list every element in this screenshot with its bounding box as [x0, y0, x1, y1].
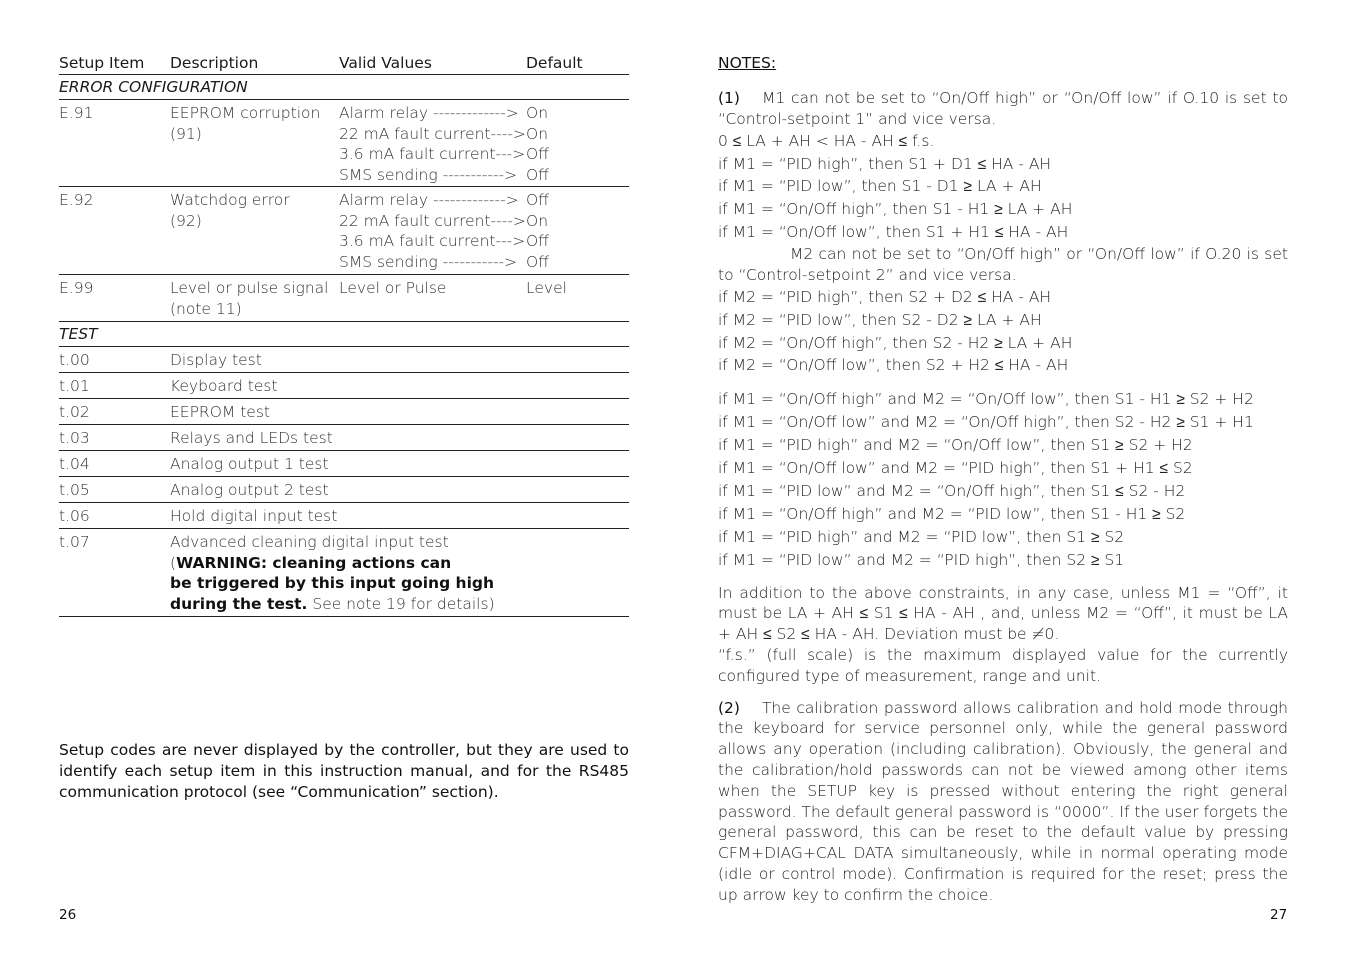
value-line: SMS sending -----------> — [339, 165, 518, 184]
note-2 — [718, 698, 1288, 906]
setup-code: t.02 — [59, 403, 90, 421]
value-line: 22 mA fault current----> — [339, 211, 526, 230]
page-number: 26 — [59, 907, 77, 923]
constraint-line: if M1 = “On/Off low” and M2 = “On/Off high”, then S2 - H2 ≥ S1 + H1 — [718, 413, 1254, 432]
constraint-line: if M1 = “PID low” and M2 = “PID high”, then S2 ≥ S1 — [718, 550, 1125, 569]
constraint-line: if M1 = “PID high” and M2 = “On/Off low”, then S1 ≥ S2 + H2 — [718, 436, 1193, 455]
notes-section — [718, 52, 1288, 906]
value-line: Alarm relay -------------> — [339, 191, 519, 209]
default-cell — [526, 103, 629, 183]
table-row — [59, 425, 629, 451]
description-cell — [170, 278, 339, 318]
constraint-line: if M1 = “On/Off high” and M2 = “On/Off low”, then S1 - H1 ≥ S2 + H2 — [718, 390, 1254, 409]
constraint-line: if M1 = “On/Off high”, then S1 - H1 ≥ LA + AH — [718, 200, 1073, 219]
default-line: Off — [526, 232, 549, 251]
warning-text: during the test. — [170, 594, 308, 613]
note-number: (1) — [718, 89, 740, 107]
description-line: EEPROM corruption — [170, 104, 321, 122]
constraints-paragraph: In addition to the above constraints, in any case, unless M1 = “Off”, it must be LA + AH ≤ S1 ≤ HA - AH , and, unless M2 = “Off”, it must be LA + AH ≤ S2 ≤ HA - AH. Deviation must be ≠0. — [718, 583, 1288, 644]
warning-line — [170, 594, 629, 615]
warning-text: : cleaning actions can — [260, 553, 452, 572]
default-line: On — [526, 104, 549, 122]
open-paren: ( — [170, 553, 177, 572]
valid-values-cell: Level or Pulse — [339, 279, 447, 297]
description-cell — [170, 532, 629, 613]
description-cell: Relays and LEDs test — [170, 429, 333, 447]
warning-text: be triggered by this input going high — [170, 574, 495, 593]
description-cell: Keyboard test — [170, 377, 278, 395]
section-error-configuration: ERROR CONFIGURATION — [59, 75, 629, 100]
constraint-line: if M2 = “On/Off high”, then S2 - H2 ≥ LA + AH — [718, 333, 1073, 352]
setup-code: E.99 — [59, 279, 94, 297]
setup-code: t.01 — [59, 377, 90, 395]
table-row — [59, 187, 629, 275]
page-number: 27 — [1270, 907, 1288, 923]
constraint-line: if M1 = “On/Off low”, then S1 + H1 ≤ HA - AH — [718, 223, 1069, 242]
note-text: The calibration password allows calibration and hold mode through the keyboard for service personnel only, while the general password allows any operation (including calibration). Obviously, the general and the calibration/hold passwords can not be viewed among other items when the SETUP key is pressed without entering the right general password. The default general password is “0000”. If the user forgets the general password, this can be reset to the default value by pressing CFM+DIAG+CAL DATA simultaneously, while in normal operating mode (idle or control mode). Confirmation is required for the reset; press the up arrow key to confirm the choice. — [718, 698, 1288, 904]
constraint-line: 0 ≤ LA + AH < HA - AH ≤ f.s. — [718, 131, 935, 150]
value-line: Alarm relay -------------> — [339, 104, 519, 122]
setup-code: t.05 — [59, 481, 90, 499]
note-text: M1 can not be set to “On/Off high” or “On/Off low” if O.10 is set to “Control-setpoint 1” and vice versa. — [718, 89, 1288, 128]
constraint-line: if M1 = “PID low”, then S1 - D1 ≥ LA + AH — [718, 177, 1042, 196]
header-default: Default — [526, 54, 583, 72]
warning-label: WARNING — [176, 553, 261, 572]
table-row — [59, 373, 629, 399]
constraint-line: if M1 = “On/Off low” and M2 = “PID high”, then S1 + H1 ≤ S2 — [718, 459, 1193, 478]
note-1-intro — [718, 88, 1288, 130]
table-row — [59, 100, 629, 187]
constraint-line: if M1 = “PID high”, then S1 + D1 ≤ HA - AH — [718, 154, 1052, 173]
constraint-line: if M1 = “PID low” and M2 = “On/Off high”, then S1 ≤ S2 - H2 — [718, 481, 1186, 500]
header-valid-values: Valid Values — [339, 54, 432, 72]
valid-values-cell — [339, 190, 526, 271]
description-line: Level or pulse signal — [170, 279, 329, 297]
value-line: 3.6 mA fault current---> — [339, 145, 526, 164]
setup-code: t.00 — [59, 351, 90, 369]
description-cell: Hold digital input test — [170, 507, 338, 525]
valid-values-cell — [339, 103, 526, 183]
value-line: 22 mA fault current----> — [339, 124, 526, 143]
description-cell: EEPROM test — [170, 403, 270, 421]
default-cell: Level — [526, 279, 567, 297]
note-number: (2) — [718, 698, 740, 717]
description-cell: Analog output 1 test — [170, 455, 329, 473]
default-cell — [526, 190, 629, 271]
default-line: Off — [526, 165, 549, 184]
default-line: On — [526, 124, 549, 143]
default-line: Off — [526, 252, 549, 271]
description-cell: Analog output 2 test — [170, 481, 329, 499]
header-description: Description — [170, 54, 259, 72]
setup-table — [59, 52, 629, 617]
right-page — [680, 0, 1351, 954]
setup-code: E.91 — [59, 104, 94, 122]
note-reference: See note 19 for details) — [307, 594, 495, 613]
description-cell — [170, 190, 339, 271]
table-row — [59, 275, 629, 322]
table-row — [59, 477, 629, 503]
description-line: Advanced cleaning digital input test — [170, 533, 449, 551]
setup-code: E.92 — [59, 191, 94, 209]
table-row — [59, 399, 629, 425]
table-row — [59, 503, 629, 529]
setup-code: t.04 — [59, 455, 90, 473]
table-header — [59, 52, 629, 75]
header-setup-item: Setup Item — [59, 54, 145, 72]
table-row — [59, 529, 629, 617]
warning-line — [170, 553, 629, 574]
setup-code: t.06 — [59, 507, 90, 525]
description-line: (92) — [170, 211, 202, 230]
description-line: (91) — [170, 124, 202, 143]
setup-code: t.03 — [59, 429, 90, 447]
constraint-line: if M2 = “On/Off low”, then S2 + H2 ≤ HA - AH — [718, 356, 1069, 375]
table-row — [59, 347, 629, 373]
m2-intro — [718, 244, 1288, 286]
default-line: On — [526, 211, 549, 230]
constraint-line: if M1 = “On/Off high” and M2 = “PID low”, then S1 - H1 ≥ S2 — [718, 504, 1186, 523]
section-test: TEST — [59, 322, 629, 347]
setup-code: t.07 — [59, 533, 90, 551]
description-cell — [170, 103, 339, 183]
description-line: (note 11) — [170, 299, 242, 318]
full-scale-note: “f.s.” (full scale) is the maximum displayed value for the currently configured type of measurement, range and unit. — [718, 645, 1288, 685]
constraint-line: if M2 = “PID low”, then S2 - D2 ≥ LA + AH — [718, 310, 1042, 329]
default-line: Off — [526, 191, 549, 209]
constraint-line: if M1 = “PID high” and M2 = “PID low”, then S1 ≥ S2 — [718, 527, 1125, 546]
table-row — [59, 451, 629, 477]
description-cell: Display test — [170, 351, 262, 369]
m2-intro-text: M2 can not be set to “On/Off high” or “On/Off low” if O.20 is set to “Control-setpoint 2” and vice versa. — [718, 245, 1288, 284]
value-line: SMS sending -----------> — [339, 252, 518, 271]
constraint-line: if M2 = “PID high”, then S2 + D2 ≤ HA - AH — [718, 287, 1052, 306]
value-line: 3.6 mA fault current---> — [339, 232, 526, 251]
setup-codes-paragraph: Setup codes are never displayed by the controller, but they are used to identify each setup item in this instruction manual, and for the RS485 communication protocol (see “Communication” section). — [59, 741, 629, 801]
default-line: Off — [526, 145, 549, 164]
description-line: Watchdog error — [170, 191, 290, 209]
notes-title: NOTES: — [718, 54, 777, 72]
